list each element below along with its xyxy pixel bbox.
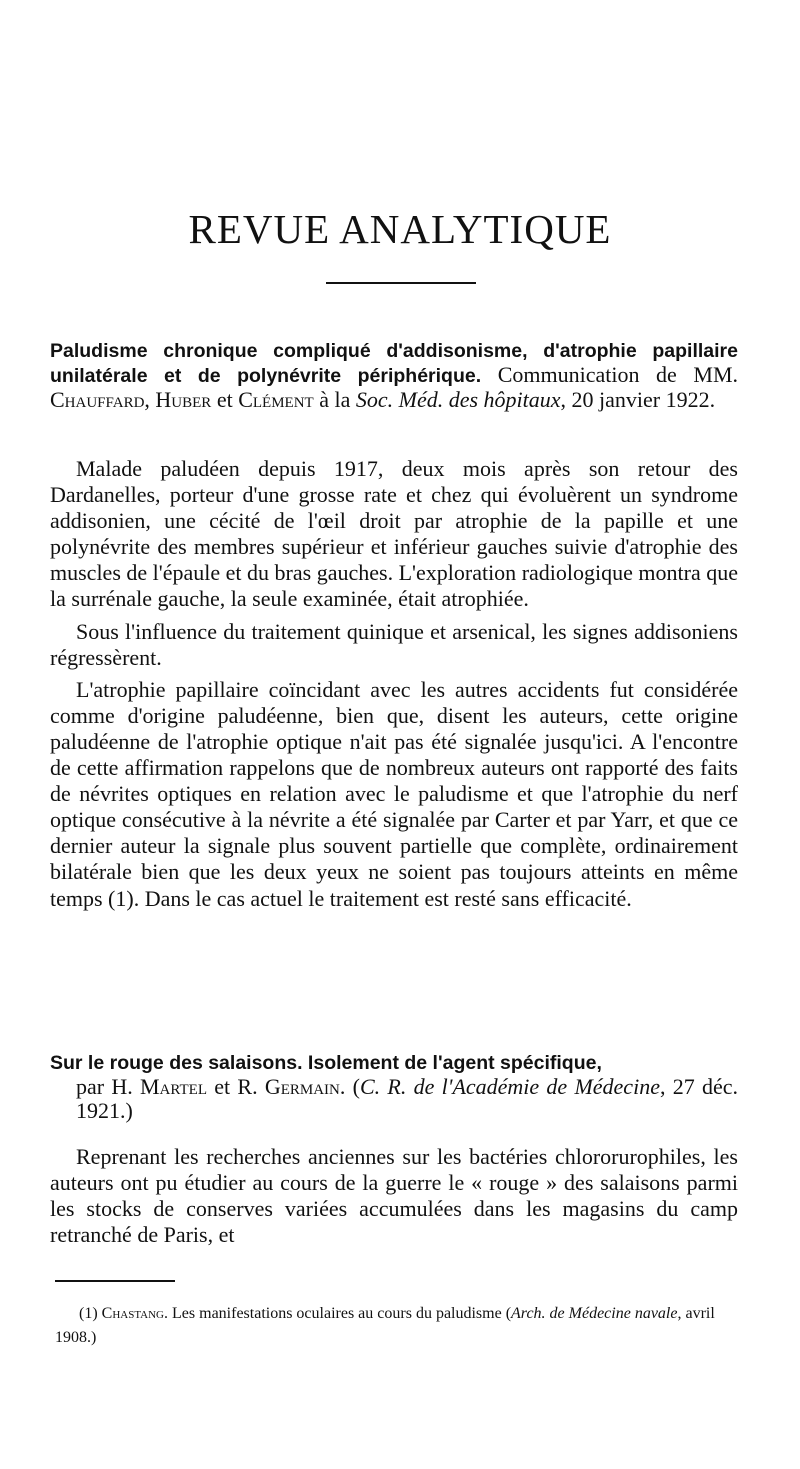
article-1-ref-at: à la	[313, 387, 356, 412]
article-1-sep-1: ,	[144, 387, 156, 412]
article-2-reference	[50, 1075, 738, 1123]
article-1-title: Paludisme chronique compliqué d'addisonisme, d'atrophie papillaire unilatérale et de polynévrite périphérique.	[50, 340, 738, 387]
article-1-author-1: Chauffard	[50, 387, 145, 412]
article-1-paragraph-2: Sous l'influence du traitement quinique et arsenical, les signes addisoniens régressèrent.	[50, 618, 738, 670]
footnote-text: . Les manifestations oculaires au cours du paludisme (	[164, 1305, 512, 1322]
footnote-date: , avril 1908.)	[55, 1305, 715, 1346]
footnote-marker: (1)	[79, 1305, 102, 1322]
article-2-body	[50, 1144, 738, 1248]
article-1-body	[50, 456, 738, 912]
page-title: REVUE ANALYTIQUE	[188, 206, 612, 252]
article-2-journal: C. R. de l'Académie de Médecine	[359, 1074, 660, 1099]
article-1-paragraph-3: L'atrophie papillaire coïncidant avec les autres accidents fut considérée comme d'origine paludéenne, bien que, disent les auteurs, cette origine paludéenne de l'atrophie optique n'ait pas été signalée jusqu'ici. A l'encontre de cette affirmation rappelons que de nombreux auteurs ont rapporté des faits de névrites optiques en relation avec le paludisme et que l'atrophie du nerf optique consécutive à la névrite a été signalée par Carter et par Yarr, et que ce dernier auteur la signale plus souvent partielle que complète, ordinairement bilatérale bien que les deux yeux ne soient pas toujours atteints en même temps (1). Dans le cas actuel le traitement est resté sans efficacité.	[50, 676, 738, 911]
article-2-ref-prefix: par H.	[76, 1074, 140, 1099]
footnote-divider	[55, 1280, 175, 1282]
article-1-paragraph-1: Malade paludéen depuis 1917, deux mois après son retour des Dardanelles, porteur d'une grosse rate et chez qui évoluèrent un syndrome addisonien, une cécité de l'œil droit par atrophie de la papille et une polynévrite des membres supérieur et inférieur gauches suivie d'atrophie des muscles de l'épaule et du bras gauches. L'exploration radiologique montra que la surrénale gauche, la seule examinée, était atrophiée.	[50, 456, 738, 612]
article-1-author-2: Huber	[155, 387, 212, 412]
article-1-date: , 20 janvier 1922.	[560, 387, 716, 412]
article-1-journal: Soc. Méd. des hôpitaux	[355, 387, 561, 412]
article-2-sep-2: . (	[339, 1074, 360, 1099]
footnote-author: Chastang	[101, 1305, 165, 1322]
article-2-author-1: Martel	[140, 1074, 207, 1099]
article-2-author-2: Germain	[264, 1074, 340, 1099]
article-2-paragraph-1: Reprenant les recherches anciennes sur les bactéries chlororurophiles, les auteurs ont pu étudier au cours de la guerre le « rouge » des salaisons parmi les stocks de conserves variées accumulées dans les magasins du camp retranché de Paris, et	[50, 1144, 738, 1248]
article-2	[50, 1050, 738, 1123]
article-1-heading	[50, 338, 738, 412]
article-2-date: , 27 déc. 1921.)	[76, 1074, 738, 1123]
article-2-heading	[50, 1050, 738, 1123]
footnote	[55, 1302, 745, 1350]
article-1-author-3: Clément	[238, 387, 314, 412]
footnote-source: Arch. de Médecine navale	[511, 1305, 678, 1322]
article-1-sep-2: et	[211, 387, 239, 412]
title-divider	[326, 282, 476, 284]
article-1-ref-prefix: Communication de MM.	[481, 362, 739, 387]
article-1	[50, 338, 738, 412]
article-2-title: Sur le rouge des salaisons. Isolement de l'agent spécifique,	[50, 1052, 602, 1074]
article-2-sep-1: et R.	[207, 1074, 265, 1099]
